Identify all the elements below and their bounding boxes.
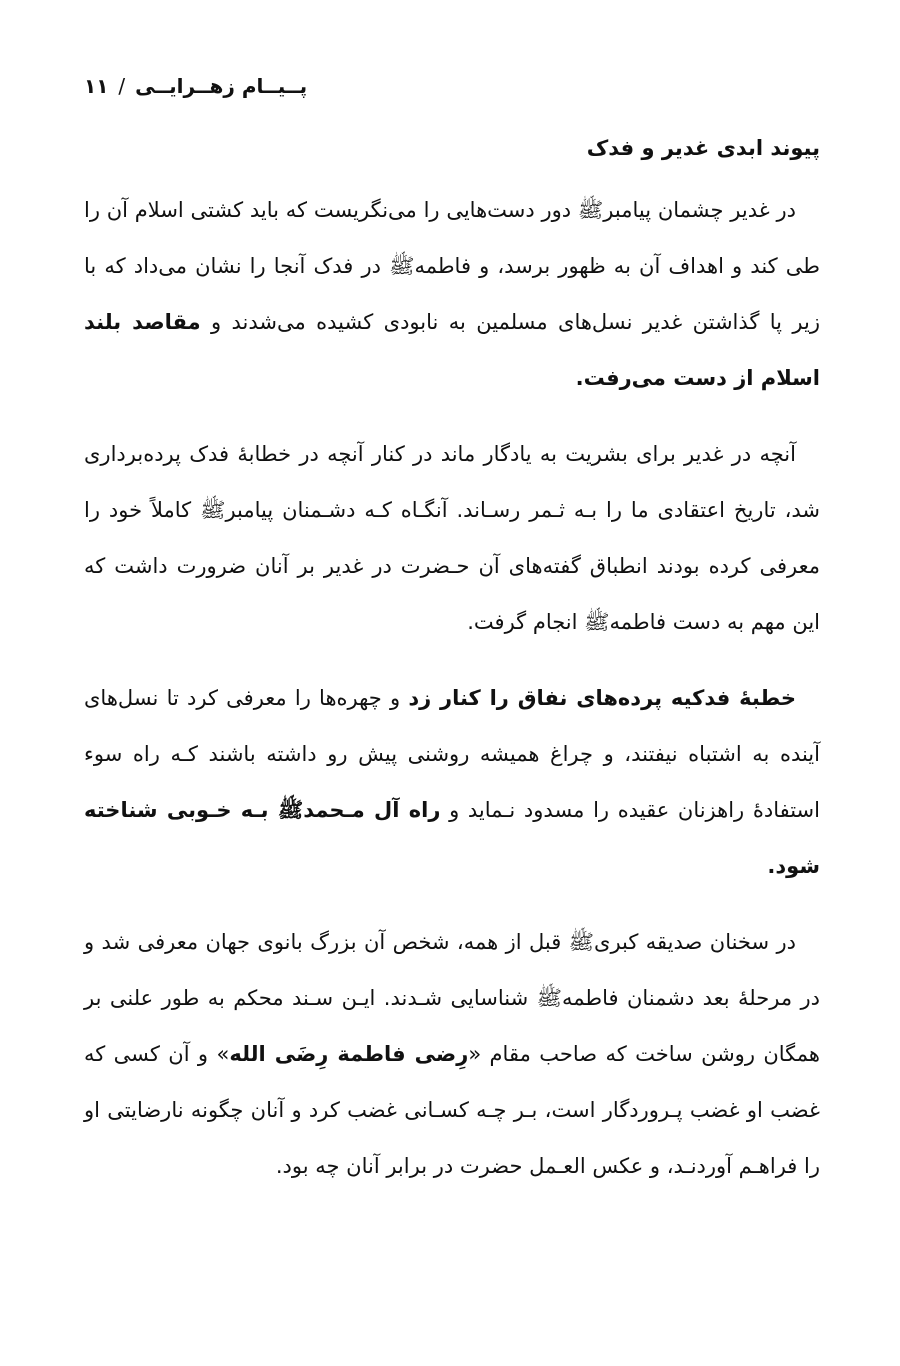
book-title: پــیــام زهــرایــی [135,74,308,98]
paragraph-4-bold-quote: رِضی فاطمة رِضَی الله [229,1042,469,1066]
header-separator: / [118,74,126,98]
section-title: پیوند ابدی غدیر و فدک [586,136,820,160]
paragraph-2 [84,426,820,650]
paragraph-4 [84,914,820,1194]
page-body [84,128,820,1214]
page-number: ۱۱ [84,74,109,98]
paragraph-1-bold: مقاصد بلند اسلام از دست می‌رفت. [84,310,820,390]
paragraph-4-text-end: » و آن کسی که غضب او غضب پـروردگار است، بـر چـه کسـانی غضب کرد و آنان چگونه نارضایتی او را فراهـم آوردنـد، و عکس العـمل حضرت در برابر آنان چه بود. [84,1042,820,1178]
paragraph-3 [84,670,820,894]
paragraph-3-text: و چهره‌ها را معرفی کرد تا نسل‌های آینده به اشتباه نیفتند، و چراغ همیشه روشنی پیش رو داشته باشند کـه راه سوء استفادهٔ راهزنان عقیده را مسدود نـماید و [84,686,820,822]
paragraph-3-bold-end: راه آل مـحمدﷺ بـه خـوبی شناخته شود. [84,798,820,878]
running-header [84,74,307,98]
paragraph-1 [84,182,820,406]
paragraph-2-text: آنچه در غدیر برای بشریت به یادگار ماند در کنار آنچه در خطابهٔ فدک پرده‌برداری شد، تاریخ اعتقادی ما را بـه ثـمر رسـاند. آنگـاه کـه دشـمنان پیامبرﷺ کاملاً خود را معرفی کرده بودند انطباق گفته‌های آن حـضرت در غدیر بر آنان ضرورت داشت که این مهم به دست فاطمه‌ﷺ انجام گرفت. [84,442,820,634]
paragraph-3-bold-start: خطبهٔ فدکیه پرده‌های نفاق را کنار زد [408,686,796,710]
paragraph-1-text: در غدیر چشمان پیامبرﷺ دور دست‌هایی را می‌نگریست که باید کشتی اسلام آن را طی کند و اهداف آن به ظهور برسد، و فاطمه‌ﷺ در فدک آنجا را نشان می‌داد که با زیر پا گذاشتن غدیر نسل‌های مسلمین به نابودی کشیده می‌شدند و [84,198,820,334]
paragraph-4-text-start: در سخنان صدیقه کبری‌ﷺ قبل از همه، شخص آن بزرگ بانوی جهان معرفی شد و در مرحلهٔ بعد دشمنان فاطمه‌ﷺ شناسایی شـدند. ایـن سـند محکم به طور علنی بر همگان روشن ساخت که صاحب مقام « [84,930,820,1066]
